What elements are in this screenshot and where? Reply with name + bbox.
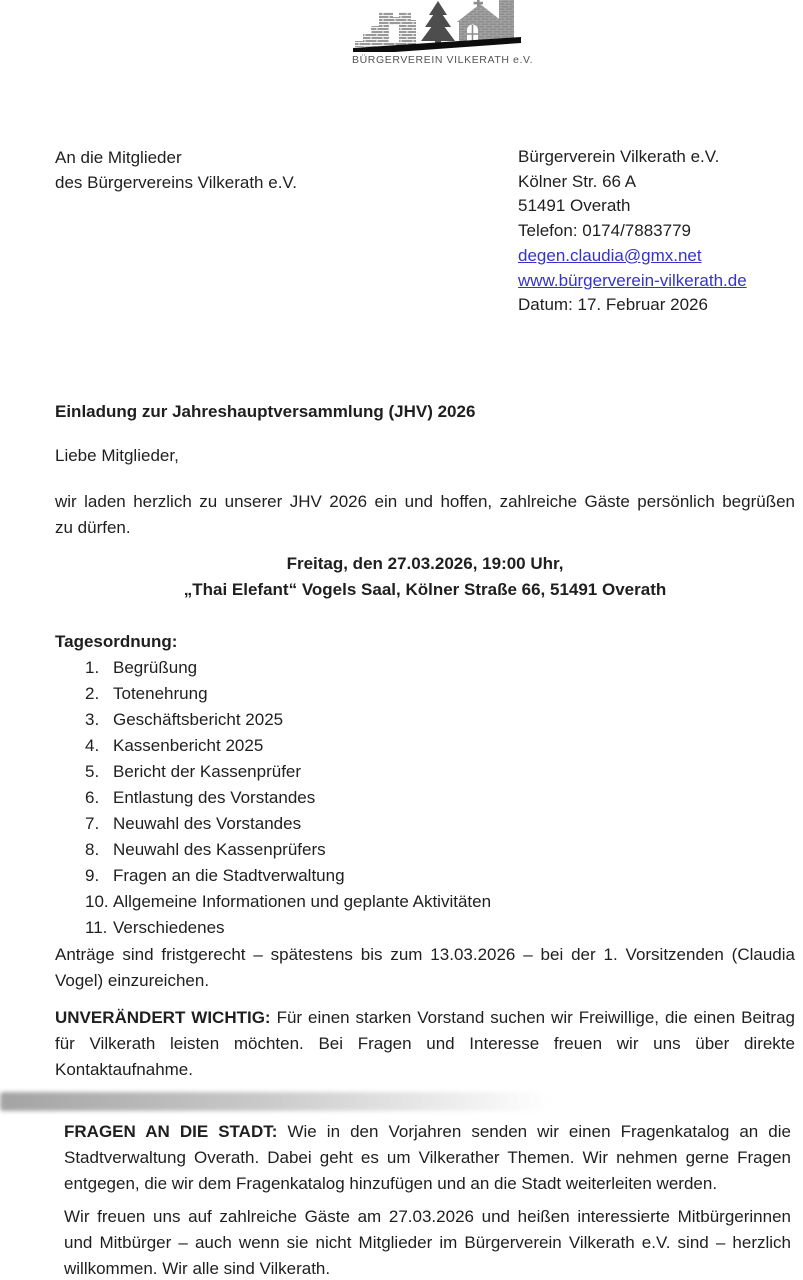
agenda-title: Tagesordnung:: [55, 632, 178, 651]
agenda-item-number: 6.: [85, 788, 100, 807]
agenda-item-label: Begrüßung: [113, 658, 198, 677]
agenda-item: [85, 707, 775, 733]
important-line-1-text: Für einen starken Vorstand suchen wir Freiwillige, die einen Beitrag: [276, 1008, 795, 1027]
logo-wall-icon: [355, 12, 416, 47]
city-questions-line-1-text: Wie in den Vorjahren senden wir einen Fragenkatalog an die: [287, 1122, 791, 1141]
city-questions-line-2: Stadtverwaltung Overath. Dabei geht es um Vilkerather Themen. Wir nehmen gerne Fragen: [64, 1148, 791, 1167]
agenda-item-label: Entlastung des Vorstandes: [113, 788, 316, 807]
agenda-item: [85, 681, 775, 707]
agenda-item-number: 10.: [85, 892, 109, 911]
agenda-item: [85, 837, 775, 863]
agenda-item-label: Geschäftsbericht 2025: [113, 710, 284, 729]
agenda-item-number: 3.: [85, 710, 100, 729]
event-details: [55, 551, 795, 603]
agenda-item: [85, 863, 775, 889]
agenda-item: [85, 759, 775, 785]
agenda-item: [85, 889, 775, 915]
city-questions-paragraph: [64, 1119, 791, 1197]
important-label: UNVERÄNDERT WICHTIG:: [55, 1008, 271, 1027]
subject-line: Einladung zur Jahreshauptversammlung (JHV) 2026: [55, 402, 476, 421]
agenda-item-label: Totenehrung: [113, 684, 208, 703]
agenda-item-number: 8.: [85, 840, 100, 859]
logo-house-icon: [457, 0, 514, 44]
agenda-item: [85, 915, 775, 941]
club-logo: [352, 0, 534, 66]
deadline-line-1: Anträge sind fristgerecht – spätestens bis zum 13.03.2026 – bei der 1. Vorsitzenden (Claudia: [55, 945, 795, 964]
important-line-1: [55, 1005, 795, 1031]
deadline-paragraph: [55, 942, 795, 994]
sender-city: 51491 Overath: [518, 196, 631, 216]
agenda-item-label: Bericht der Kassenprüfer: [113, 762, 302, 781]
agenda-item: [85, 811, 775, 837]
agenda-item: [85, 785, 775, 811]
agenda-item-number: 4.: [85, 736, 100, 755]
city-questions-line-3: entgegen, die wir dem Fragenkatalog hinzufügen und an die Stadt weiterleiten werden.: [64, 1174, 718, 1193]
salutation: Liebe Mitglieder,: [55, 446, 179, 465]
sender-street: Kölner Str. 66 A: [518, 171, 637, 191]
important-line-3: Kontaktaufnahme.: [55, 1060, 193, 1079]
letter-date: Datum: 17. Februar 2026: [518, 295, 708, 315]
agenda-item: [85, 655, 775, 681]
agenda-item-label: Allgemeine Informationen und geplante Aktivitäten: [113, 892, 492, 911]
village-skyline-logo-icon: [353, 0, 521, 52]
sender-phone: Telefon: 0174/7883779: [518, 221, 691, 241]
sender-website-link[interactable]: www.bürgerverein-vilkerath.de: [518, 270, 747, 290]
agenda-item-label: Kassenbericht 2025: [113, 736, 264, 755]
sender-name: Bürgerverein Vilkerath e.V.: [518, 147, 720, 166]
agenda-item-number: 2.: [85, 684, 100, 703]
important-paragraph: [55, 1005, 795, 1083]
closing-paragraph: [64, 1204, 791, 1280]
agenda-item-label: Neuwahl des Vorstandes: [113, 814, 302, 833]
agenda-list: [85, 655, 775, 941]
recipient-line-1: An die Mitglieder: [55, 148, 182, 167]
scan-shadow-artifact: [0, 1092, 580, 1111]
agenda-item: [85, 733, 775, 759]
deadline-line-2: Vogel) einzureichen.: [55, 971, 210, 990]
logo-caption: BÜRGERVEREIN VILKERATH e.V.: [352, 54, 534, 66]
agenda-item-label: Verschiedenes: [113, 918, 225, 937]
sender-address: [518, 145, 747, 318]
intro-line-2: zu dürfen.: [55, 518, 131, 537]
agenda-item-number: 1.: [85, 658, 100, 677]
intro-line-1: wir laden herzlich zu unserer JHV 2026 ein und hoffen, zahlreiche Gäste persönlich begrüßen: [55, 492, 795, 511]
closing-line-2: und Mitbürger – auch wenn sie nicht Mitglieder im Bürgerverein Vilkerath e.V. sind – herzlich: [64, 1233, 791, 1252]
agenda-item-number: 5.: [85, 762, 100, 781]
city-questions-label: FRAGEN AN DIE STADT:: [64, 1122, 278, 1141]
closing-line-1: Wir freuen uns auf zahlreiche Gäste am 27.03.2026 und heißen interessierte Mitbürgerinnen: [64, 1207, 791, 1226]
important-line-2: für Vilkerath leisten möchten. Bei Fragen und Interesse freuen wir uns über direkte: [55, 1034, 795, 1053]
sender-email-link[interactable]: degen.claudia@gmx.net: [518, 245, 702, 265]
logo-tree-icon: [421, 1, 455, 46]
intro-paragraph: [55, 489, 795, 541]
recipient-line-2: des Bürgervereins Vilkerath e.V.: [55, 173, 297, 192]
recipient-address: [55, 145, 297, 195]
agenda-item-label: Fragen an die Stadtverwaltung: [113, 866, 345, 885]
agenda-item-number: 9.: [85, 866, 100, 885]
city-questions-line-1: [64, 1119, 791, 1145]
event-date-line: Freitag, den 27.03.2026, 19:00 Uhr,: [286, 554, 564, 573]
event-location-line: „Thai Elefant“ Vogels Saal, Kölner Straße 66, 51491 Overath: [183, 580, 667, 599]
agenda-item-number: 7.: [85, 814, 100, 833]
agenda-item-label: Neuwahl des Kassenprüfers: [113, 840, 326, 859]
agenda-item-number: 11.: [85, 918, 108, 937]
closing-line-3: willkommen. Wir alle sind Vilkerath.: [64, 1259, 331, 1278]
